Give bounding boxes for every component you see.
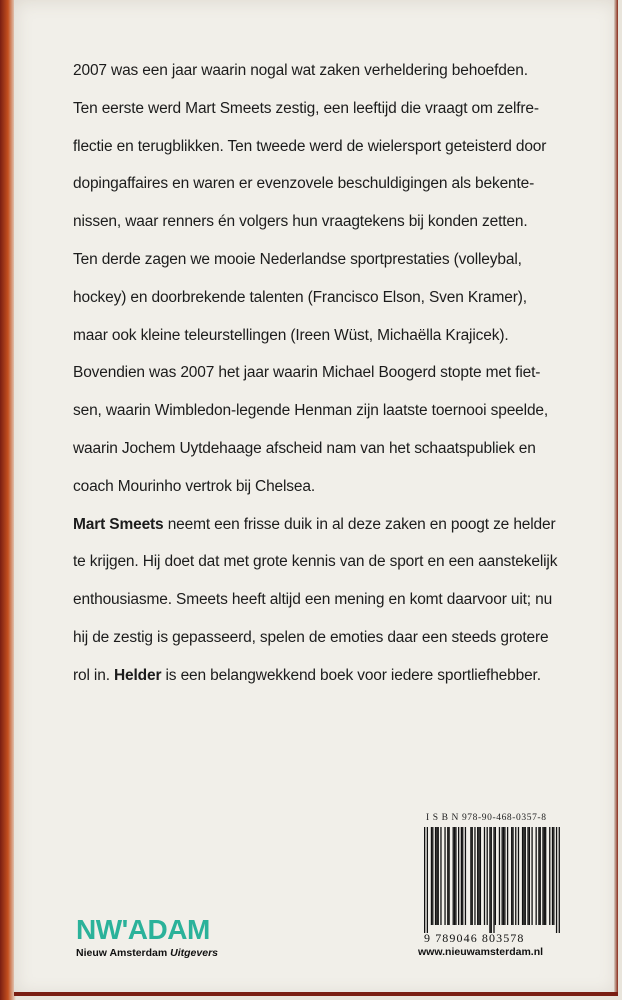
blurb-line: enthousiasme. Smeets heeft altijd een mening en komt daarvoor uit; nu — [73, 591, 553, 609]
barcode-bar — [480, 827, 481, 925]
barcode-icon — [424, 827, 560, 933]
barcode-bar — [515, 827, 516, 925]
barcode-bar — [512, 827, 513, 925]
barcode-bar — [470, 827, 471, 925]
barcode-bar — [507, 827, 508, 925]
barcode-bar — [525, 827, 526, 925]
barcode-bar — [527, 827, 528, 925]
author-name: Mart Smeets — [73, 515, 164, 533]
barcode-bar — [552, 827, 553, 925]
blurb-line: maar ook kleine teleurstellingen (Ireen Wüst, Michaëlla Krajicek). — [73, 326, 509, 344]
barcode-bar — [487, 827, 488, 925]
barcode-bar — [559, 827, 560, 933]
barcode-bar — [549, 827, 550, 925]
barcode-bar — [462, 827, 463, 925]
blurb-line: hockey) en doorbrekende talenten (Francisco Elson, Sven Kramer), — [73, 288, 527, 306]
blurb-text — [73, 52, 565, 695]
barcode-bar — [536, 827, 537, 925]
blurb-line: 2007 was een jaar waarin nogal wat zaken verheldering behoefden. — [73, 62, 528, 79]
barcode-bar — [556, 827, 557, 933]
barcode-bar — [431, 827, 432, 925]
barcode-bar — [544, 827, 545, 925]
blurb-line: te krijgen. Hij doet dat met grote kennis van de sport en een aanstekelijk — [73, 553, 558, 571]
barcode-bar — [455, 827, 456, 925]
barcode-bar — [465, 827, 466, 925]
barcode-bar — [447, 827, 448, 925]
barcode-bar — [538, 827, 539, 925]
blurb-line: hij de zestig is gepasseerd, spelen de emoties daar een steeds grotere — [73, 628, 549, 646]
barcode-bar — [495, 827, 496, 925]
barcode-bar — [474, 827, 475, 925]
barcode-bar — [454, 827, 455, 925]
blurb-line — [73, 506, 565, 544]
barcode-block — [424, 813, 560, 946]
barcode-bar — [540, 827, 541, 925]
blurb-line: Ten derde zagen we mooie Nederlandse sportprestaties (volleybal, — [73, 250, 522, 268]
blurb-line: waarin Jochem Uytdehaage afscheid nam van het schaatspubliek en — [73, 439, 536, 457]
barcode-bar — [504, 827, 505, 925]
barcode-bar — [529, 827, 530, 925]
barcode-bar — [484, 827, 485, 925]
blurb-line: flectie en terugblikken. Ten tweede werd de wielersport geteisterd door — [73, 137, 547, 155]
barcode-bar — [436, 827, 437, 925]
publisher-logo: NW'ADAM — [76, 914, 210, 945]
barcode-bar — [553, 827, 554, 925]
barcode-bar — [448, 827, 449, 925]
barcode-bar — [522, 827, 523, 925]
barcode-bar — [511, 827, 512, 925]
barcode-digits: 9 789046 803578 — [424, 931, 525, 945]
blurb-line: nissen, waar renners én volgers hun vraagtekens bij konden zetten. — [73, 213, 528, 231]
isbn-label: I S B N 978-90-468-0357-8 — [426, 813, 547, 823]
publisher-name-regular: Nieuw Amsterdam — [76, 947, 171, 959]
blurb-line: coach Mourinho vertrok bij Chelsea. — [73, 477, 316, 495]
barcode-bar — [499, 827, 500, 925]
barcode-bar — [503, 827, 504, 925]
publisher-name-italic: Uitgevers — [170, 947, 218, 959]
blurb-line: sen, waarin Wimbledon-legende Henman zijn laatste toernooi speelde, — [73, 402, 549, 420]
barcode-bar — [518, 827, 519, 925]
barcode-bar — [523, 827, 524, 925]
barcode-bar — [424, 827, 425, 933]
blurb-line — [73, 657, 565, 695]
barcode-bar — [435, 827, 436, 925]
barcode-bar — [458, 827, 459, 925]
barcode-bar — [542, 827, 543, 925]
barcode-bar — [491, 827, 492, 933]
barcode-bar — [472, 827, 473, 925]
barcode-bar — [427, 827, 428, 933]
book-title: Helder — [114, 666, 162, 684]
blurb-text-run: rol in. — [73, 666, 115, 684]
blurb-line: dopingaffaires en waren er evenzovele beschuldigingen als bekente- — [73, 175, 535, 193]
barcode-bar — [477, 827, 478, 925]
cover-bottom-edge — [14, 992, 618, 996]
publisher-website: www.nieuwamsterdam.nl — [418, 946, 544, 958]
blurb-text-run: neemt een frisse duik in al deze zaken en poogt ze helder — [163, 515, 556, 533]
blurb-text-run: is een belangwekkend boek voor iedere sportliefhebber. — [161, 666, 541, 684]
barcode-bar — [444, 827, 445, 925]
barcode-bar — [493, 827, 494, 933]
barcode-bar — [461, 827, 462, 925]
blurb-line: Bovendien was 2007 het jaar waarin Michael Boogerd stopte met fiet- — [73, 364, 541, 382]
barcode-bar — [545, 827, 546, 925]
cover-right-edge — [614, 0, 618, 996]
barcode-bar — [453, 827, 454, 925]
publisher-block — [76, 915, 218, 959]
barcode-bar — [489, 827, 490, 933]
barcode-bar — [502, 827, 503, 925]
barcode-bar — [438, 827, 439, 925]
barcode-bar — [531, 827, 532, 925]
blurb-line: Ten eerste werd Mart Smeets zestig, een leeftijd die vraagt om zelfre- — [73, 99, 539, 117]
barcode-bar — [440, 827, 441, 925]
barcode-bar — [432, 827, 433, 925]
barcode-bar — [478, 827, 479, 925]
publisher-name — [76, 947, 218, 959]
